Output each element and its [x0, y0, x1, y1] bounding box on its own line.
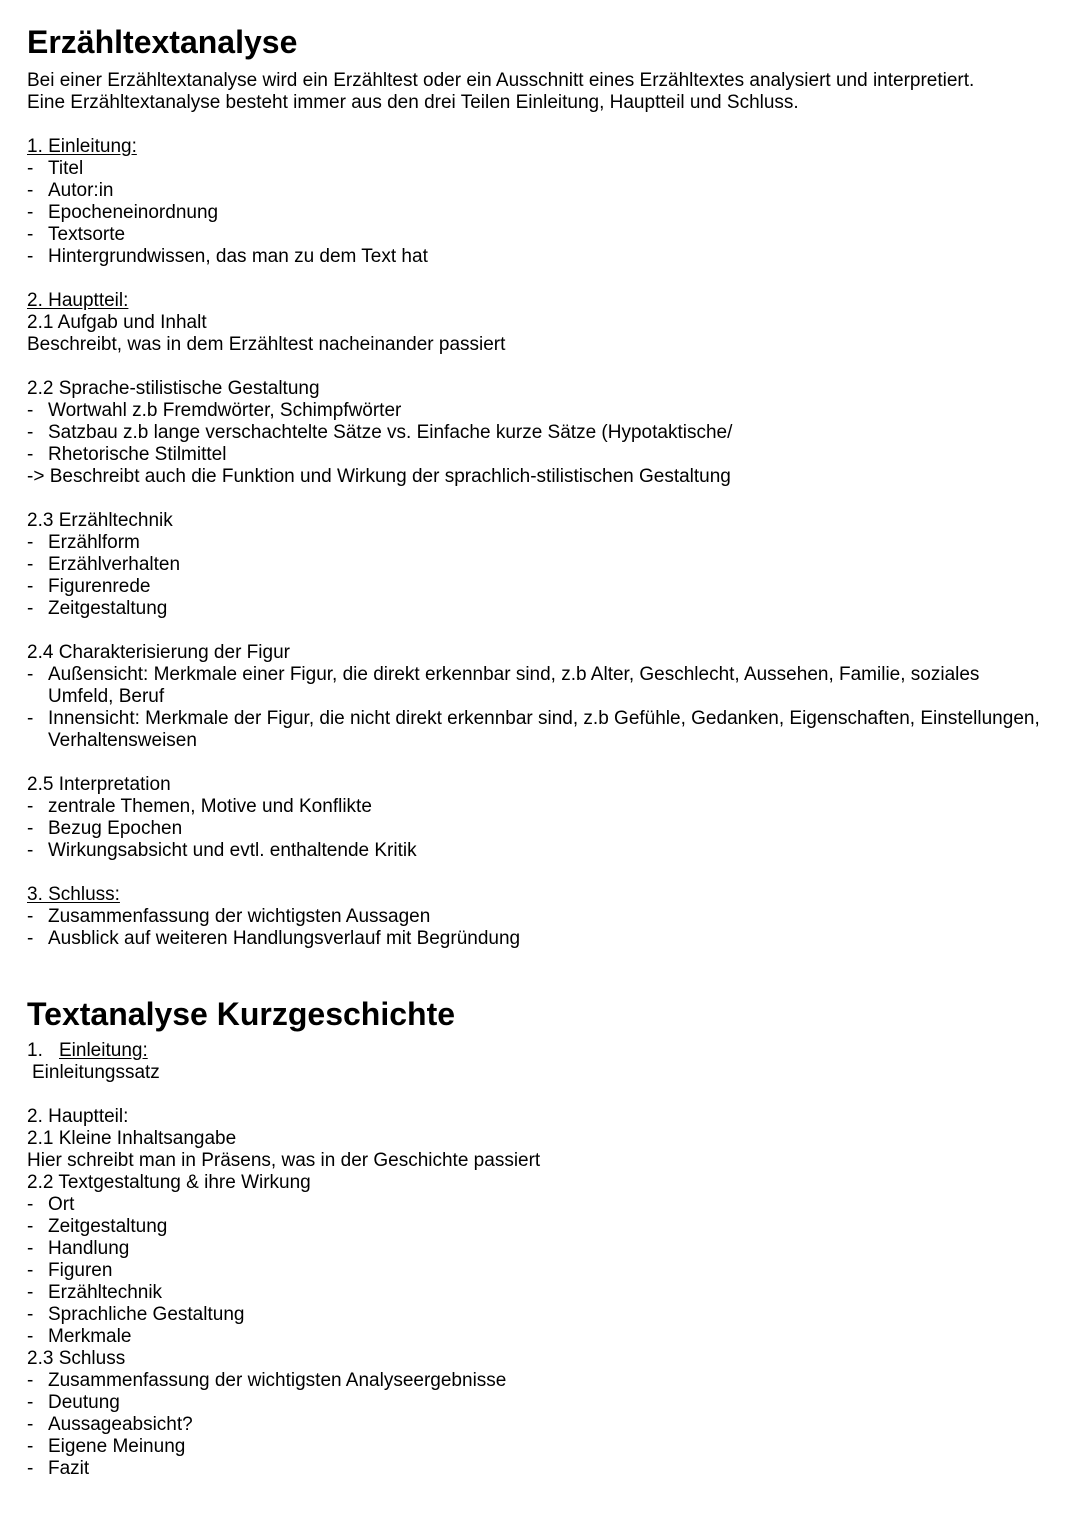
list-item: - Erzähltechnik — [27, 1282, 1050, 1304]
heading-einleitung-2 — [27, 1040, 1050, 1062]
list-item: - Figurenrede — [27, 576, 1050, 598]
intro-line: Eine Erzähltextanalyse besteht immer aus den drei Teilen Einleitung, Hauptteil und Schluss. — [27, 92, 799, 113]
heading-label: Einleitung: — [59, 1040, 148, 1061]
list-item: - Rhetorische Stilmittel — [27, 444, 1050, 466]
list-item: - Handlung — [27, 1238, 1050, 1260]
note: -> Beschreibt auch die Funktion und Wirkung der sprachlich-stilistischen Gestaltung — [27, 466, 731, 487]
subheading: 2.1 Aufgab und Inhalt — [27, 312, 207, 333]
subheading: 2.2 Sprache-stilistische Gestaltung — [27, 378, 320, 399]
list-item: - Autor:in — [27, 180, 1050, 202]
heading-schluss: 3. Schluss: — [27, 884, 120, 905]
intro-line: Bei einer Erzähltextanalyse wird ein Erzähltest oder ein Ausschnitt eines Erzähltextes analysiert und interpretiert. — [27, 70, 975, 91]
section-title-kurzgeschichte: Textanalyse Kurzgeschichte — [27, 996, 456, 1032]
list-item: - Zusammenfassung der wichtigsten Analyseergebnisse — [27, 1370, 1050, 1392]
subheading: 2.5 Interpretation — [27, 774, 171, 795]
subheading: 2.1 Kleine Inhaltsangabe — [27, 1128, 237, 1149]
list-item: - Hintergrundwissen, das man zu dem Text hat — [27, 246, 1050, 268]
list-item: - Ausblick auf weiteren Handlungsverlauf mit Begründung — [27, 928, 1050, 950]
heading-hauptteil-2: 2. Hauptteil: — [27, 1106, 129, 1127]
heading-einleitung: 1. Einleitung: — [27, 136, 137, 157]
heading-number: 1. — [27, 1040, 43, 1061]
section-title-erzaehltextanalyse: Erzähltextanalyse — [27, 24, 298, 60]
list-item: - Erzählverhalten — [27, 554, 1050, 576]
list-item: - Eigene Meinung — [27, 1436, 1050, 1458]
list-item: - Fazit — [27, 1458, 1050, 1480]
list-item: - Sprachliche Gestaltung — [27, 1304, 1050, 1326]
list-item: - Ort — [27, 1194, 1050, 1216]
subheading: 2.2 Textgestaltung & ihre Wirkung — [27, 1172, 311, 1193]
list-item: - Textsorte — [27, 224, 1050, 246]
paragraph: Beschreibt, was in dem Erzähltest nacheinander passiert — [27, 334, 506, 355]
heading-hauptteil: 2. Hauptteil: — [27, 290, 129, 311]
list-item: - Epocheneinordnung — [27, 202, 1050, 224]
list-item: - Außensicht: Merkmale einer Figur, die direkt erkennbar sind, z.b Alter, Geschlecht, Aussehen, Familie, soziales Umfeld, Beruf — [27, 664, 1050, 708]
list-item: - Merkmale — [27, 1326, 1050, 1348]
list-item: - Deutung — [27, 1392, 1050, 1414]
list-item: - Satzbau z.b lange verschachtelte Sätze vs. Einfache kurze Sätze (Hypotaktische/ — [27, 422, 1050, 444]
list-item: - Figuren — [27, 1260, 1050, 1282]
subheading: 2.4 Charakterisierung der Figur — [27, 642, 290, 663]
list-item: - Zeitgestaltung — [27, 1216, 1050, 1238]
list-item: - Zusammenfassung der wichtigsten Aussagen — [27, 906, 1050, 928]
list-item: - Wirkungsabsicht und evtl. enthaltende Kritik — [27, 840, 1050, 862]
list-item: - zentrale Themen, Motive und Konflikte — [27, 796, 1050, 818]
paragraph: Hier schreibt man in Präsens, was in der Geschichte passiert — [27, 1150, 541, 1171]
list-item: - Bezug Epochen — [27, 818, 1050, 840]
list-item: - Aussageabsicht? — [27, 1414, 1050, 1436]
list-item: - Innensicht: Merkmale der Figur, die nicht direkt erkennbar sind, z.b Gefühle, Gedanken, Eigenschaften, Einstellungen, Verhaltensweisen — [27, 708, 1050, 752]
list-item: - Erzählform — [27, 532, 1050, 554]
list-item: - Wortwahl z.b Fremdwörter, Schimpfwörter — [27, 400, 1050, 422]
list-item: - Titel — [27, 158, 1050, 180]
subheading: 2.3 Erzähltechnik — [27, 510, 173, 531]
paragraph: Einleitungssatz — [32, 1062, 160, 1083]
list-item: - Zeitgestaltung — [27, 598, 1050, 620]
subheading: 2.3 Schluss — [27, 1348, 126, 1369]
